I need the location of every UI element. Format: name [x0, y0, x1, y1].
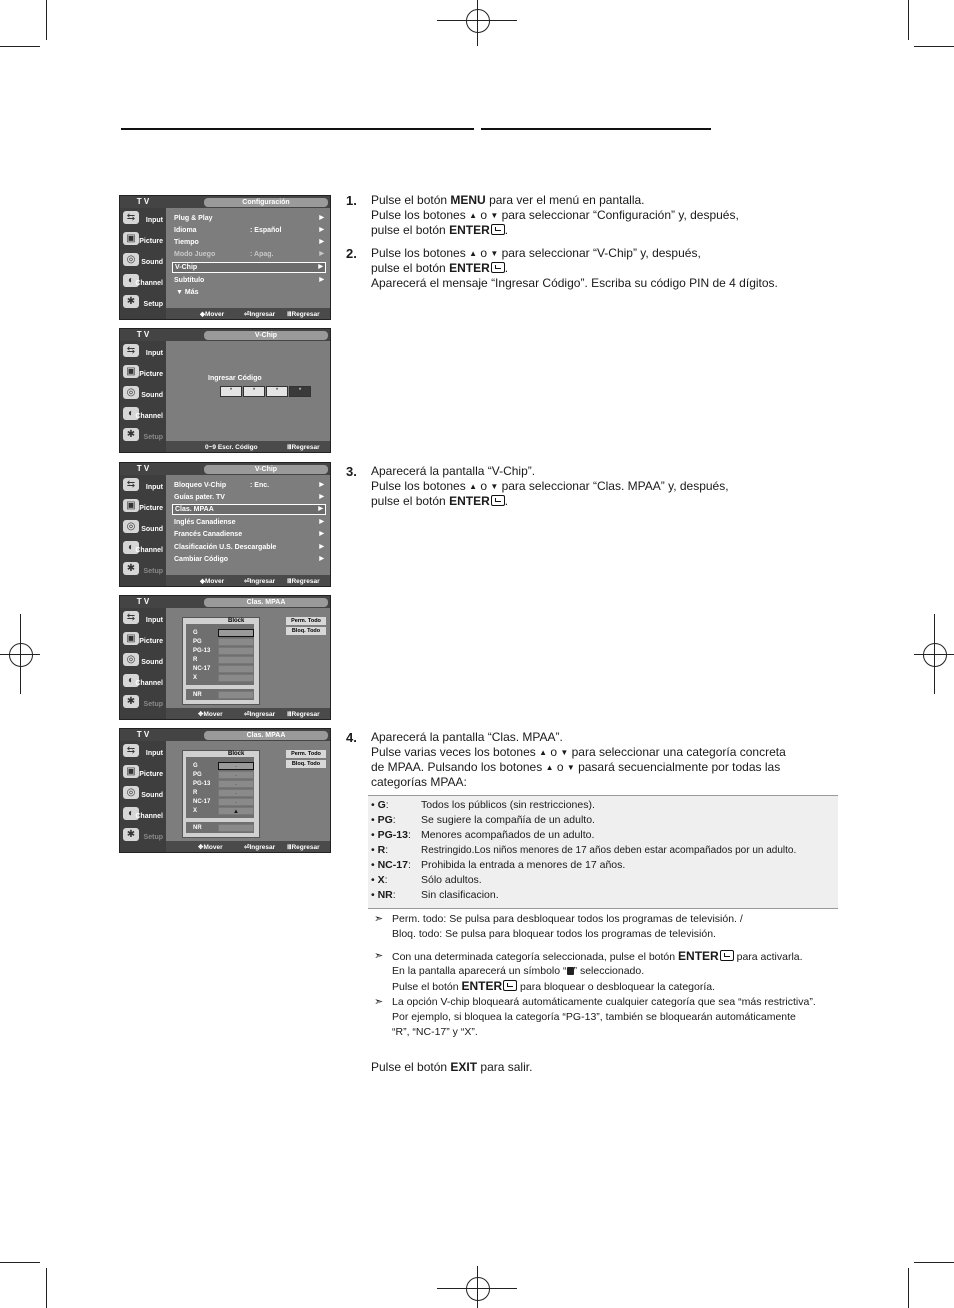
block-cell[interactable]: ·	[218, 780, 254, 788]
footer-move: ✥Mover	[198, 711, 223, 718]
up-arrow-icon: ▲	[545, 763, 554, 772]
note-2-line-2: En la pantalla aparecerá un símbolo “ ” seleccionado.	[392, 965, 645, 977]
block-cell[interactable]: ▲	[218, 807, 254, 815]
block-cell[interactable]: ·	[218, 789, 254, 797]
sidebar-item-sound[interactable]: ◎ Sound	[120, 385, 166, 406]
footer-move: ◆Mover	[200, 578, 225, 585]
sound-icon: ◎	[123, 386, 139, 399]
arrow-right-icon: ▶	[319, 482, 324, 488]
tv-screen-configuracion	[119, 195, 331, 320]
registration-mark	[923, 643, 947, 667]
step-3-line-1: Aparecerá la pantalla “V-Chip”.	[371, 464, 536, 478]
menu-item[interactable]: Subtítulo ▶	[174, 277, 324, 284]
sidebar-item-sound[interactable]: ◎ Sound	[120, 519, 166, 540]
sidebar-item-picture[interactable]: ▣ Picture	[120, 498, 166, 519]
sound-icon: ◎	[123, 653, 139, 666]
arrow-right-icon: ▶	[319, 251, 324, 257]
pin-digit-active[interactable]: *	[289, 386, 311, 397]
sidebar-item-label: Channel	[135, 280, 163, 287]
step-3-line-2: Pulse los botones ▲ o ▼ para seleccionar “Clas. MPAA” y, después,	[371, 479, 729, 493]
channel-icon: ◐	[123, 674, 139, 687]
sidebar-item-setup[interactable]: ✱ Setup	[120, 694, 166, 715]
note-3-line-2: Por ejemplo, si bloquea la categoría “PG-13”, también se bloquearán automáticamente	[392, 1011, 796, 1023]
block-header: Block	[228, 618, 245, 624]
note-3-line-1: La opción V-chip bloqueará automáticamente cualquier categoría que sea “más restrictiva”.	[392, 996, 816, 1008]
up-arrow-icon: ▲	[469, 249, 477, 258]
arrow-right-icon: ▶	[319, 227, 324, 233]
sidebar-item-sound[interactable]	[120, 252, 166, 273]
tv-label: T V	[136, 597, 150, 606]
sidebar-item-channel[interactable]: ◐ Channel	[120, 673, 166, 694]
sidebar-item-label: Input	[145, 217, 163, 224]
down-arrow-icon: ▼	[560, 748, 569, 757]
registration-mark	[466, 1277, 490, 1301]
crop-mark	[908, 1268, 909, 1308]
input-icon: ⇆	[123, 744, 139, 757]
arrow-right-icon: ▶	[319, 239, 324, 245]
sidebar-item-picture[interactable]: ▣ Picture	[120, 631, 166, 652]
menu-item[interactable]: Inglés Canadiense ▶	[174, 519, 324, 526]
setup-icon: ✱	[123, 562, 139, 575]
tv-label: T V	[136, 464, 150, 473]
arrow-right-icon: ▶	[319, 531, 324, 537]
lock-icon	[567, 967, 574, 975]
step-number: 3.	[346, 464, 357, 479]
block-all-button[interactable]: Bloq. Todo	[286, 760, 326, 768]
crop-mark	[914, 46, 954, 47]
note-2-line-1: Con una determinada categoría seleccionada, pulse el botón ENTER para activarla.	[392, 949, 803, 963]
exit-instruction: Pulse el botón EXIT para salir.	[371, 1060, 533, 1074]
step-3-line-3: pulse el botón ENTER .	[371, 494, 509, 508]
screen-sidebar	[120, 341, 166, 452]
tv-screen-mpaa-blocked	[119, 728, 331, 853]
block-cell[interactable]	[218, 647, 254, 655]
rating-label: R	[193, 790, 198, 796]
note-arrow-icon: ➣	[374, 913, 384, 925]
down-arrow-icon: ▼	[490, 482, 499, 491]
arrow-right-icon: ▶	[318, 264, 323, 270]
header-rule	[121, 128, 474, 130]
screen-sidebar	[120, 741, 166, 852]
footer-return: ⅢRegresar	[287, 311, 320, 318]
crop-mark	[0, 1262, 40, 1263]
menu-item[interactable]: Tiempo ▶	[174, 239, 324, 246]
sidebar-item-input[interactable]: ⇆ Input	[120, 610, 166, 631]
sidebar-item-input[interactable]: ⇆ Input	[120, 343, 166, 364]
down-arrow-icon: ▼	[490, 211, 499, 220]
sidebar-item-channel[interactable]: ◐ Channel	[120, 806, 166, 827]
step-4-line-2: Pulse varias veces los botones ▲ o ▼ para seleccionar una categoría concreta	[371, 745, 786, 759]
footer-enter: ⏎Ingresar	[244, 844, 276, 851]
block-all-button[interactable]: Bloq. Todo	[286, 627, 326, 635]
step-1-line-1: Pulse el botón MENU para ver el menú en pantalla.	[371, 193, 645, 207]
screen-title: Clas. MPAA	[204, 731, 328, 740]
crop-mark	[908, 0, 909, 40]
allow-all-button[interactable]: Perm. Todo	[286, 617, 326, 625]
block-cell[interactable]: ·	[218, 762, 254, 770]
note-3-line-3: “R”, “NC-17” y “X”.	[392, 1026, 478, 1038]
screen-sidebar	[120, 208, 166, 319]
enter-icon	[491, 224, 505, 235]
step-2-line-3: Aparecerá el mensaje “Ingresar Código”. Escriba su código PIN de 4 dígitos.	[371, 276, 778, 290]
pin-digit[interactable]: *	[220, 386, 242, 397]
footer-move: ◆Mover	[200, 311, 225, 318]
rating-label: G	[193, 630, 198, 636]
step-number: 2.	[346, 246, 357, 261]
sidebar-item-channel[interactable]: ◐ Channel	[120, 406, 166, 427]
block-cell[interactable]	[218, 656, 254, 664]
rating-label: PG	[193, 639, 202, 645]
block-cell[interactable]	[218, 629, 254, 637]
footer-return: ⅢRegresar	[287, 578, 320, 585]
note-1-line-2: Bloq. todo: Se pulsa para bloquear todos los programas de televisión.	[392, 928, 716, 940]
pin-digit[interactable]: *	[243, 386, 265, 397]
note-arrow-icon: ➣	[374, 996, 384, 1008]
screen-sidebar	[120, 475, 166, 586]
menu-item-more[interactable]: ▼ Más	[176, 289, 199, 296]
sidebar-item-input[interactable]: ⇆ Input	[120, 743, 166, 764]
registration-mark	[466, 9, 490, 33]
channel-icon: ◐	[123, 541, 139, 554]
footer-return: ⅢRegresar	[287, 711, 320, 718]
rating-label: PG-13	[193, 648, 211, 654]
input-icon: ⇆	[123, 478, 139, 491]
sidebar-item-setup[interactable]: ✱ Setup	[120, 561, 166, 582]
step-number: 4.	[346, 730, 357, 745]
sound-icon: ◎	[123, 786, 139, 799]
screen-sidebar	[120, 608, 166, 719]
channel-icon: ◐	[123, 274, 139, 287]
sidebar-item-channel[interactable]: ◐ Channel	[120, 540, 166, 561]
input-icon: ⇆	[123, 611, 139, 624]
step-4-line-3: de MPAA. Pulsando los botones ▲ o ▼ pasará secuencialmente por todas las	[371, 760, 781, 774]
footer-return: ⅢRegresar	[287, 444, 320, 451]
setup-icon: ✱	[123, 828, 139, 841]
allow-all-button[interactable]: Perm. Todo	[286, 750, 326, 758]
step-number: 1.	[346, 193, 357, 208]
block-header: Block	[228, 751, 245, 757]
down-arrow-icon: ▼	[566, 763, 575, 772]
crop-mark	[46, 1268, 47, 1308]
sidebar-item-setup[interactable]	[120, 294, 166, 315]
rating-label: PG-13	[193, 781, 211, 787]
step-1-line-3: pulse el botón ENTER .	[371, 223, 509, 237]
enter-icon	[491, 262, 505, 273]
channel-icon: ◐	[123, 807, 139, 820]
sound-icon: ◎	[123, 253, 139, 266]
sidebar-item-label: Sound	[141, 259, 163, 266]
tv-label: T V	[136, 330, 150, 339]
menu-item[interactable]: Idioma : Español ▶	[174, 227, 324, 234]
sidebar-item-input[interactable]	[120, 210, 166, 231]
channel-icon: ◐	[123, 407, 139, 420]
rating-label: NC-17	[193, 666, 211, 672]
picture-icon: ▣	[123, 365, 139, 378]
block-cell[interactable]: ·	[218, 771, 254, 779]
rating-label: PG	[193, 772, 202, 778]
sound-icon: ◎	[123, 520, 139, 533]
setup-icon: ✱	[123, 695, 139, 708]
menu-item-selected[interactable]: V-Chip ▶	[172, 262, 326, 273]
block-cell[interactable]	[218, 665, 254, 673]
enter-icon	[491, 495, 505, 506]
menu-item[interactable]: Guías pater. TV ▶	[174, 494, 324, 501]
block-cell-nr[interactable]	[218, 824, 254, 832]
footer-move: ✥Mover	[198, 844, 223, 851]
screen-title: V-Chip	[204, 465, 328, 474]
block-cell[interactable]: ·	[218, 798, 254, 806]
picture-icon: ▣	[123, 232, 139, 245]
sidebar-item-setup[interactable]: ✱ Setup	[120, 827, 166, 848]
sidebar-item-picture[interactable]: ▣ Picture	[120, 364, 166, 385]
up-arrow-icon: ▲	[469, 211, 477, 220]
enter-icon	[720, 950, 734, 961]
setup-icon: ✱	[123, 295, 139, 308]
picture-icon: ▣	[123, 632, 139, 645]
menu-item-selected[interactable]: Clas. MPAA ▶	[172, 504, 326, 515]
arrow-right-icon: ▶	[319, 544, 324, 550]
tv-screen-mpaa	[119, 595, 331, 720]
note-2-line-3: Pulse el botón ENTER para bloquear o desbloquear la categoría.	[392, 979, 716, 993]
sidebar-item-channel[interactable]	[120, 273, 166, 294]
menu-item[interactable]: Francés Canadiense ▶	[174, 531, 324, 538]
arrow-right-icon: ▶	[319, 556, 324, 562]
sidebar-item-label: Setup	[143, 301, 163, 308]
arrow-right-icon: ▶	[318, 506, 323, 512]
block-cell[interactable]	[218, 674, 254, 682]
pin-digit[interactable]: *	[266, 386, 288, 397]
arrow-right-icon: ▶	[319, 519, 324, 525]
picture-icon: ▣	[123, 765, 139, 778]
block-cell[interactable]	[218, 638, 254, 646]
note-1-line-1: Perm. todo: Se pulsa para desbloquear todos los programas de televisión. /	[392, 913, 743, 925]
note-arrow-icon: ➣	[374, 950, 384, 962]
rating-label: NC-17	[193, 799, 211, 805]
step-2-line-2: pulse el botón ENTER .	[371, 261, 509, 275]
footer-enter-code: 0~9 Escr. Código	[205, 444, 258, 451]
tv-screen-vchip-menu	[119, 462, 331, 587]
menu-item[interactable]: Clasificación U.S. Descargable ▶	[174, 544, 324, 551]
sidebar-item-label: Picture	[139, 238, 163, 245]
crop-mark	[914, 1262, 954, 1263]
footer-enter: ⏎Ingresar	[244, 311, 276, 318]
input-icon: ⇆	[123, 344, 139, 357]
screen-title: V-Chip	[204, 331, 328, 340]
down-arrow-icon: ▼	[490, 249, 499, 258]
block-cell-nr[interactable]	[218, 691, 254, 699]
sidebar-item-sound[interactable]: ◎ Sound	[120, 785, 166, 806]
screen-title: Configuración	[204, 198, 328, 207]
menu-item[interactable]: Plug & Play ▶	[174, 215, 324, 222]
input-icon: ⇆	[123, 211, 139, 224]
crop-mark	[0, 46, 40, 47]
step-4-line-1: Aparecerá la pantalla “Clas. MPAA”.	[371, 730, 563, 744]
screen-title: Clas. MPAA	[204, 598, 328, 607]
rating-label: X	[193, 808, 198, 814]
registration-mark	[9, 643, 33, 667]
arrow-right-icon: ▶	[319, 494, 324, 500]
menu-item[interactable]: Bloqueo V-Chip : Enc. ▶	[174, 482, 324, 489]
tv-screen-vchip-pin	[119, 328, 331, 453]
sidebar-item-input[interactable]: ⇆ Input	[120, 477, 166, 498]
sidebar-item-picture[interactable]	[120, 231, 166, 252]
tv-label: T V	[136, 197, 150, 206]
step-2-line-1: Pulse los botones ▲ o ▼ para seleccionar “V-Chip” y, después,	[371, 246, 701, 260]
pin-label: Ingresar Código	[208, 375, 262, 382]
sidebar-item-sound[interactable]: ◎ Sound	[120, 652, 166, 673]
header-rule	[481, 128, 711, 130]
sidebar-item-picture[interactable]: ▣ Picture	[120, 764, 166, 785]
footer-return: ⅢRegresar	[287, 844, 320, 851]
rating-label: X	[193, 675, 198, 681]
ratings-table: • G: Todos los públicos (sin restricciones). • PG: Se sugiere la compañía de un adulto. • PG-13: Menores acompañados de un adulto. • R: Restringido.Los niños menores de 17 años deben estar acompañados por un adulto. • NC-17: Prohibida la entrada a menores de 17 años. • X: Sólo adultos. • NR: Sin clasificacion.	[368, 795, 838, 909]
footer-enter: ⏎Ingresar	[244, 711, 276, 718]
rating-label-nr: NR	[193, 825, 202, 831]
crop-mark	[46, 0, 47, 40]
arrow-right-icon: ▶	[319, 277, 324, 283]
picture-icon: ▣	[123, 499, 139, 512]
step-1-line-2: Pulse los botones ▲ o ▼ para seleccionar “Configuración” y, después,	[371, 208, 739, 222]
rating-label: G	[193, 763, 198, 769]
enter-icon	[503, 980, 517, 991]
up-arrow-icon: ▲	[469, 482, 477, 491]
setup-icon: ✱	[123, 428, 139, 441]
menu-item[interactable]: Cambiar Código ▶	[174, 556, 324, 563]
sidebar-item-setup[interactable]: ✱ Setup	[120, 427, 166, 448]
rating-label: R	[193, 657, 198, 663]
menu-item[interactable]: Modo Juego : Apag. ▶	[174, 251, 324, 258]
up-arrow-icon: ▲	[539, 748, 548, 757]
rating-label-nr: NR	[193, 692, 202, 698]
step-4-line-4: categorías MPAA:	[371, 775, 467, 789]
footer-enter: ⏎Ingresar	[244, 578, 276, 585]
tv-label: T V	[136, 730, 150, 739]
arrow-right-icon: ▶	[319, 215, 324, 221]
